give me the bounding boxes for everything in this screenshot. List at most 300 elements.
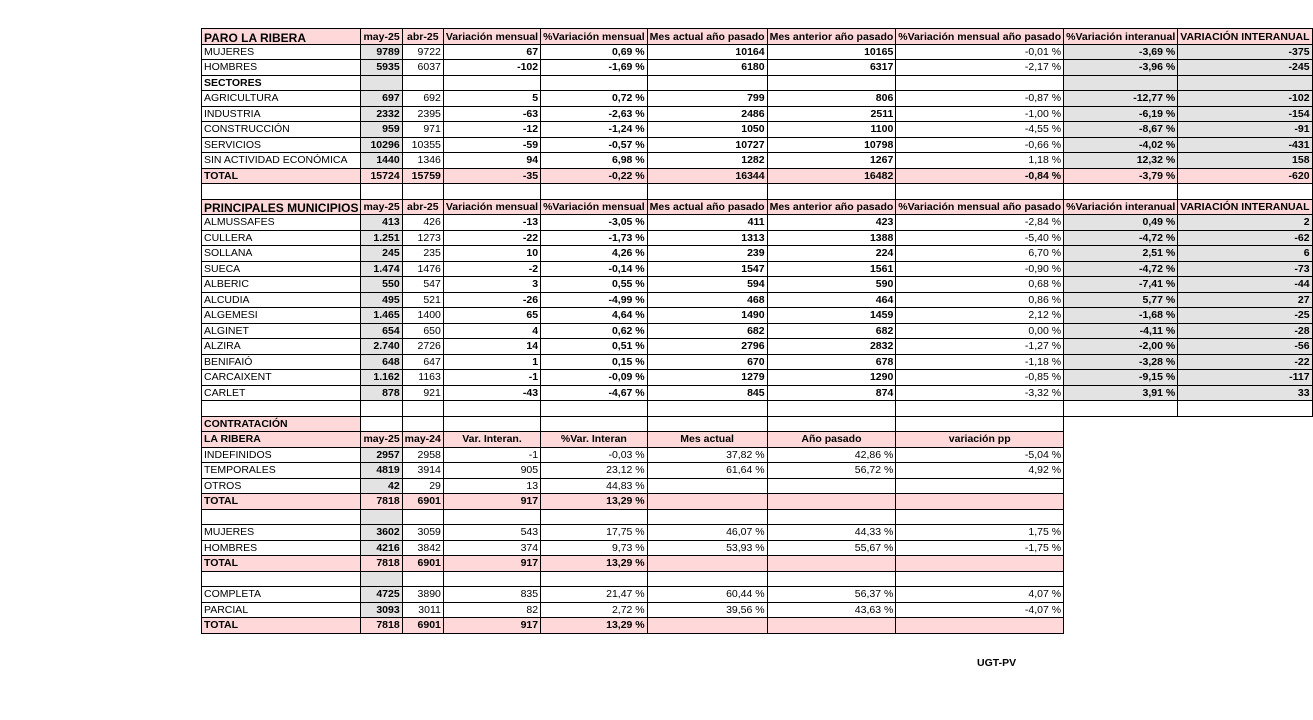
empty-cell (1178, 556, 1312, 572)
value-cell: -4,72 % (1064, 230, 1178, 246)
value-cell: -28 (1178, 323, 1312, 339)
empty-cell (767, 509, 896, 525)
value-cell: -5,04 % (896, 447, 1064, 463)
empty-cell (402, 571, 443, 587)
empty-cell (896, 184, 1064, 200)
value-cell: -56 (1178, 339, 1312, 355)
table-row (202, 308, 1313, 324)
value-cell: 4216 (361, 540, 402, 556)
table-row (202, 106, 1313, 122)
value-cell: -0,57 % (541, 137, 648, 153)
value-cell: 7818 (361, 494, 402, 510)
value-cell: -43 (443, 385, 540, 401)
empty-cell (402, 75, 443, 91)
value-cell: 6180 (647, 60, 767, 76)
column-header: %Variación mensual (541, 29, 648, 45)
value-cell: -59 (443, 137, 540, 153)
value-cell: 3 (443, 277, 540, 293)
value-cell: 4,64 % (541, 308, 648, 324)
value-cell: -91 (1178, 122, 1312, 138)
row-label: CONSTRUCCIÓN (202, 122, 361, 138)
contratacion-title-row (202, 416, 1313, 432)
value-cell (647, 618, 767, 634)
value-cell: -22 (1178, 354, 1312, 370)
column-header: abr-25 (402, 199, 443, 215)
value-cell: 2,51 % (1064, 246, 1178, 262)
value-cell: -1,24 % (541, 122, 648, 138)
total-row (202, 618, 1313, 634)
value-cell: -1,18 % (896, 354, 1064, 370)
table-row (202, 354, 1313, 370)
empty-cell (1064, 509, 1178, 525)
table-row (202, 246, 1313, 262)
row-label: MUJERES (202, 44, 361, 60)
sectors-label: SECTORES (202, 75, 361, 91)
value-cell: 21,47 % (541, 587, 648, 603)
empty-cell (1064, 618, 1178, 634)
value-cell: -9,15 % (1064, 370, 1178, 386)
empty-cell (1064, 463, 1178, 479)
empty-cell (647, 75, 767, 91)
value-cell: 4 (443, 323, 540, 339)
value-cell: -63 (443, 106, 540, 122)
value-cell: 239 (647, 246, 767, 262)
value-cell: 468 (647, 292, 767, 308)
value-cell: 53,93 % (647, 540, 767, 556)
sectors-row (202, 75, 1313, 91)
row-label: TOTAL (202, 494, 361, 510)
column-header: Var. Interan. (443, 432, 540, 448)
value-cell: 550 (361, 277, 402, 293)
value-cell: 1490 (647, 308, 767, 324)
value-cell: -5,40 % (896, 230, 1064, 246)
value-cell: 917 (443, 494, 540, 510)
empty-cell (1178, 463, 1312, 479)
empty-cell (443, 75, 540, 91)
value-cell: 60,44 % (647, 587, 767, 603)
value-cell: -3,28 % (1064, 354, 1178, 370)
value-cell: -4,11 % (1064, 323, 1178, 339)
value-cell: 3,91 % (1064, 385, 1178, 401)
value-cell: 6901 (402, 556, 443, 572)
value-cell: 33 (1178, 385, 1312, 401)
value-cell: 543 (443, 525, 540, 541)
value-cell: 3602 (361, 525, 402, 541)
value-cell: 6901 (402, 494, 443, 510)
value-cell: 835 (443, 587, 540, 603)
value-cell: 17,75 % (541, 525, 648, 541)
empty-cell (1178, 602, 1312, 618)
empty-cell (767, 75, 896, 91)
empty-cell (1178, 540, 1312, 556)
value-cell: 0,86 % (896, 292, 1064, 308)
value-cell: 0,00 % (896, 323, 1064, 339)
column-header: may-25 (361, 432, 402, 448)
row-label: TEMPORALES (202, 463, 361, 479)
table-row (202, 277, 1313, 293)
value-cell: 0,55 % (541, 277, 648, 293)
value-cell: 1561 (767, 261, 896, 277)
value-cell: -62 (1178, 230, 1312, 246)
total-row (202, 556, 1313, 572)
table-row (202, 370, 1313, 386)
section-title: PRINCIPALES MUNICIPIOS (202, 199, 361, 215)
spacer-row (202, 184, 1313, 200)
value-cell: 12,32 % (1064, 153, 1178, 169)
value-cell: 6,70 % (896, 246, 1064, 262)
spacer-row (202, 401, 1313, 417)
row-label: SOLLANA (202, 246, 361, 262)
value-cell: 224 (767, 246, 896, 262)
value-cell: 1476 (402, 261, 443, 277)
value-cell (767, 618, 896, 634)
value-cell: -1,68 % (1064, 308, 1178, 324)
value-cell: 27 (1178, 292, 1312, 308)
value-cell: 1290 (767, 370, 896, 386)
value-cell: 0,49 % (1064, 215, 1178, 231)
value-cell: 678 (767, 354, 896, 370)
empty-cell (361, 75, 402, 91)
value-cell: 1313 (647, 230, 767, 246)
table-row (202, 463, 1313, 479)
value-cell: 905 (443, 463, 540, 479)
value-cell: 921 (402, 385, 443, 401)
value-cell: 650 (402, 323, 443, 339)
value-cell: 43,63 % (767, 602, 896, 618)
value-cell (647, 478, 767, 494)
column-header: %Variación mensual año pasado (896, 29, 1064, 45)
value-cell: -0,14 % (541, 261, 648, 277)
table-row (202, 339, 1313, 355)
empty-cell (1064, 432, 1178, 448)
value-cell: 56,72 % (767, 463, 896, 479)
value-cell: 13 (443, 478, 540, 494)
empty-cell (541, 184, 648, 200)
value-cell: 94 (443, 153, 540, 169)
table-row (202, 540, 1313, 556)
empty-cell (361, 571, 402, 587)
value-cell: 5,77 % (1064, 292, 1178, 308)
table-row (202, 137, 1313, 153)
row-label: AGRICULTURA (202, 91, 361, 107)
value-cell: 10355 (402, 137, 443, 153)
value-cell: -8,67 % (1064, 122, 1178, 138)
value-cell (767, 556, 896, 572)
value-cell: 44,33 % (767, 525, 896, 541)
value-cell: 411 (647, 215, 767, 231)
row-label: TOTAL (202, 556, 361, 572)
empty-cell (1064, 401, 1178, 417)
value-cell: 806 (767, 91, 896, 107)
value-cell: 82 (443, 602, 540, 618)
value-cell: 67 (443, 44, 540, 60)
value-cell: 16482 (767, 168, 896, 184)
column-header: %Variación mensual (541, 199, 648, 215)
value-cell: 56,37 % (767, 587, 896, 603)
row-label: INDUSTRIA (202, 106, 361, 122)
row-label: ALCUDIA (202, 292, 361, 308)
value-cell: 3093 (361, 602, 402, 618)
empty-cell (767, 184, 896, 200)
value-cell: 495 (361, 292, 402, 308)
value-cell: 1.474 (361, 261, 402, 277)
value-cell: -35 (443, 168, 540, 184)
value-cell: -1,27 % (896, 339, 1064, 355)
value-cell (647, 556, 767, 572)
value-cell: 10 (443, 246, 540, 262)
row-label: ALGEMESI (202, 308, 361, 324)
column-header: abr-25 (402, 29, 443, 45)
value-cell: 4,07 % (896, 587, 1064, 603)
row-label: ALGINET (202, 323, 361, 339)
value-cell: 971 (402, 122, 443, 138)
value-cell: 682 (647, 323, 767, 339)
value-cell: -0,90 % (896, 261, 1064, 277)
value-cell: 13,29 % (541, 556, 648, 572)
empty-cell (647, 401, 767, 417)
contratacion-subtitle: LA RIBERA (202, 432, 361, 448)
value-cell: 3842 (402, 540, 443, 556)
column-header: Mes anterior año pasado (767, 199, 896, 215)
header-row (202, 29, 1313, 45)
empty-cell (541, 401, 648, 417)
empty-cell (361, 509, 402, 525)
empty-cell (402, 184, 443, 200)
value-cell: -2 (443, 261, 540, 277)
value-cell: 590 (767, 277, 896, 293)
total-row (202, 494, 1313, 510)
empty-cell (402, 401, 443, 417)
table-row (202, 91, 1313, 107)
empty-cell (1064, 571, 1178, 587)
column-header: Mes anterior año pasado (767, 29, 896, 45)
value-cell: 1273 (402, 230, 443, 246)
column-header: VARIACIÓN INTERANUAL (1178, 29, 1312, 45)
value-cell: -0,84 % (896, 168, 1064, 184)
table-row (202, 447, 1313, 463)
value-cell: 46,07 % (647, 525, 767, 541)
value-cell: 1 (443, 354, 540, 370)
value-cell (896, 478, 1064, 494)
value-cell: -1 (443, 447, 540, 463)
column-header: may-25 (361, 29, 402, 45)
row-label: SUECA (202, 261, 361, 277)
value-cell: -6,19 % (1064, 106, 1178, 122)
row-label: ALZIRA (202, 339, 361, 355)
empty-cell (896, 571, 1064, 587)
column-header: variación pp (896, 432, 1064, 448)
table-row (202, 122, 1313, 138)
empty-cell (647, 509, 767, 525)
empty-cell (1178, 184, 1312, 200)
value-cell: -4,02 % (1064, 137, 1178, 153)
value-cell: 1400 (402, 308, 443, 324)
empty-cell (1178, 525, 1312, 541)
row-label: OTROS (202, 478, 361, 494)
value-cell: 65 (443, 308, 540, 324)
value-cell: -3,69 % (1064, 44, 1178, 60)
value-cell: -2,17 % (896, 60, 1064, 76)
empty-cell (361, 416, 402, 432)
value-cell: 7818 (361, 618, 402, 634)
value-cell: -1,69 % (541, 60, 648, 76)
value-cell: 682 (767, 323, 896, 339)
column-header: Año pasado (767, 432, 896, 448)
value-cell: 423 (767, 215, 896, 231)
total-row (202, 168, 1313, 184)
value-cell: -102 (443, 60, 540, 76)
value-cell: 10164 (647, 44, 767, 60)
value-cell: 0,68 % (896, 277, 1064, 293)
value-cell: 1440 (361, 153, 402, 169)
value-cell: -1,73 % (541, 230, 648, 246)
value-cell: 0,72 % (541, 91, 648, 107)
empty-cell (443, 509, 540, 525)
value-cell: 692 (402, 91, 443, 107)
value-cell: 5935 (361, 60, 402, 76)
value-cell: 2,12 % (896, 308, 1064, 324)
empty-cell (541, 571, 648, 587)
value-cell: -4,55 % (896, 122, 1064, 138)
value-cell: -4,07 % (896, 602, 1064, 618)
row-label: ALMUSSAFES (202, 215, 361, 231)
value-cell: 878 (361, 385, 402, 401)
column-header: %Var. Interan (541, 432, 648, 448)
table-row (202, 587, 1313, 603)
value-cell: -7,41 % (1064, 277, 1178, 293)
value-cell: 13,29 % (541, 494, 648, 510)
value-cell: 61,64 % (647, 463, 767, 479)
table-row (202, 385, 1313, 401)
value-cell: 15759 (402, 168, 443, 184)
empty-cell (767, 416, 896, 432)
value-cell: 1388 (767, 230, 896, 246)
value-cell: 2486 (647, 106, 767, 122)
value-cell: 1279 (647, 370, 767, 386)
value-cell: 4819 (361, 463, 402, 479)
value-cell (896, 618, 1064, 634)
value-cell: 37,82 % (647, 447, 767, 463)
empty-cell (896, 509, 1064, 525)
value-cell: 235 (402, 246, 443, 262)
value-cell: 547 (402, 277, 443, 293)
value-cell: 3914 (402, 463, 443, 479)
row-label: HOMBRES (202, 60, 361, 76)
value-cell (647, 494, 767, 510)
value-cell (896, 494, 1064, 510)
empty-cell (1178, 401, 1312, 417)
value-cell: 13,29 % (541, 618, 648, 634)
value-cell: 10798 (767, 137, 896, 153)
value-cell: 2796 (647, 339, 767, 355)
empty-cell (767, 401, 896, 417)
value-cell: 1100 (767, 122, 896, 138)
empty-cell (896, 416, 1064, 432)
value-cell: 917 (443, 618, 540, 634)
value-cell: 14 (443, 339, 540, 355)
value-cell: 5 (443, 91, 540, 107)
ugt-pv-label: UGT-PV (977, 657, 1017, 669)
empty-cell (361, 401, 402, 417)
value-cell: 2,72 % (541, 602, 648, 618)
value-cell: 10165 (767, 44, 896, 60)
value-cell: 1547 (647, 261, 767, 277)
value-cell: -1 (443, 370, 540, 386)
header-row (202, 199, 1313, 215)
value-cell: -3,96 % (1064, 60, 1178, 76)
value-cell: -0,09 % (541, 370, 648, 386)
value-cell: -25 (1178, 308, 1312, 324)
value-cell: 1282 (647, 153, 767, 169)
value-cell: -3,79 % (1064, 168, 1178, 184)
value-cell: 959 (361, 122, 402, 138)
empty-cell (541, 416, 648, 432)
value-cell: 2 (1178, 215, 1312, 231)
value-cell: 10296 (361, 137, 402, 153)
table-row (202, 230, 1313, 246)
empty-cell (202, 184, 361, 200)
empty-cell (541, 75, 648, 91)
spacer-row (202, 571, 1313, 587)
empty-cell (541, 509, 648, 525)
table-row (202, 153, 1313, 169)
table-row (202, 44, 1313, 60)
empty-cell (1064, 587, 1178, 603)
empty-cell (1064, 478, 1178, 494)
table-row (202, 215, 1313, 231)
value-cell: 670 (647, 354, 767, 370)
empty-cell (1178, 587, 1312, 603)
column-header: %Variación interanual (1064, 29, 1178, 45)
value-cell: 1267 (767, 153, 896, 169)
value-cell: 15724 (361, 168, 402, 184)
value-cell: 16344 (647, 168, 767, 184)
value-cell: 2332 (361, 106, 402, 122)
value-cell: -2,63 % (541, 106, 648, 122)
value-cell: 6037 (402, 60, 443, 76)
value-cell: -4,99 % (541, 292, 648, 308)
value-cell: -0,03 % (541, 447, 648, 463)
row-label: HOMBRES (202, 540, 361, 556)
data-table (201, 28, 1313, 634)
empty-cell (443, 416, 540, 432)
value-cell (896, 556, 1064, 572)
value-cell: 1.251 (361, 230, 402, 246)
row-label: SERVICIOS (202, 137, 361, 153)
value-cell: -3,32 % (896, 385, 1064, 401)
empty-cell (1064, 540, 1178, 556)
contratacion-header-row (202, 432, 1313, 448)
value-cell: -0,87 % (896, 91, 1064, 107)
empty-cell (1178, 447, 1312, 463)
empty-cell (1064, 416, 1178, 432)
row-label: SIN ACTIVIDAD ECONÓMICA (202, 153, 361, 169)
column-header: %Variación mensual año pasado (896, 199, 1064, 215)
value-cell: 2832 (767, 339, 896, 355)
value-cell: -26 (443, 292, 540, 308)
table-row (202, 478, 1313, 494)
value-cell: 158 (1178, 153, 1312, 169)
value-cell: 3890 (402, 587, 443, 603)
value-cell: -375 (1178, 44, 1312, 60)
value-cell: 6317 (767, 60, 896, 76)
row-label: CARLET (202, 385, 361, 401)
table-row (202, 261, 1313, 277)
empty-cell (1064, 75, 1178, 91)
column-header: may-24 (402, 432, 443, 448)
row-label: BENIFAIÓ (202, 354, 361, 370)
empty-cell (202, 571, 361, 587)
